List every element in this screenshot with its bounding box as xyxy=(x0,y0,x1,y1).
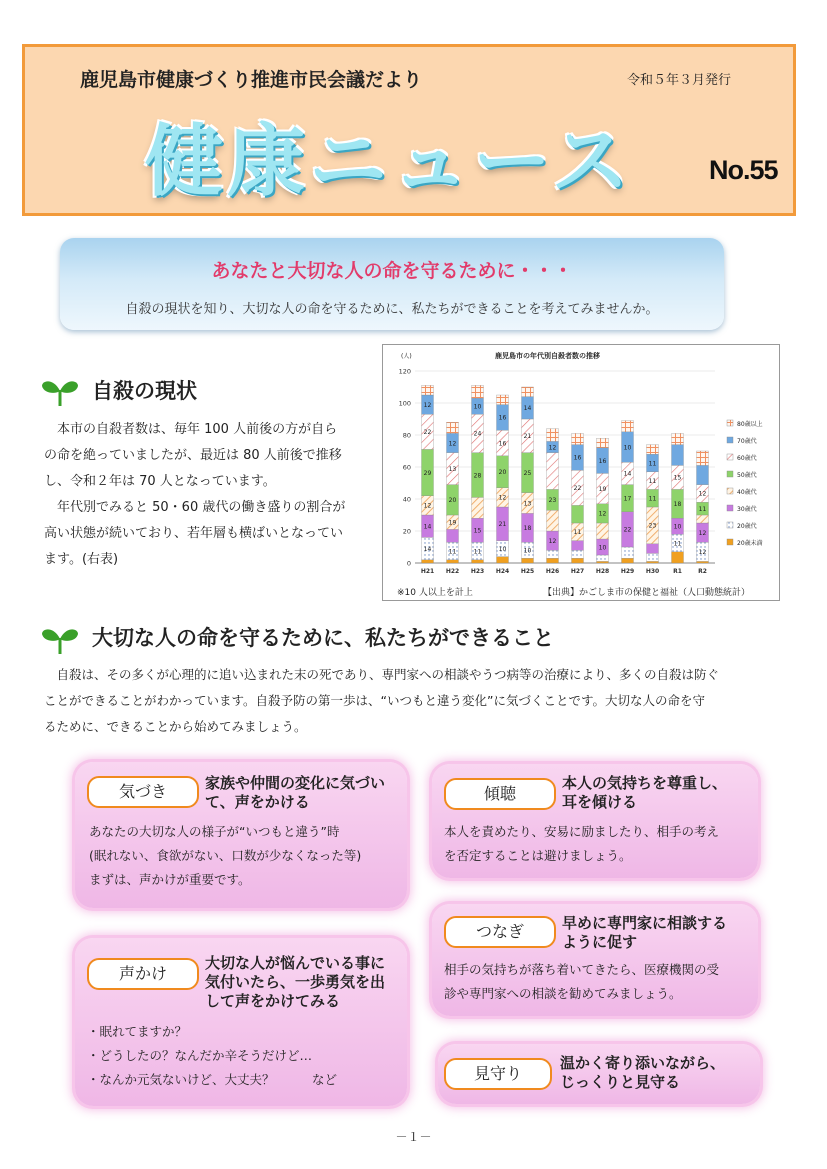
data-label: 16 xyxy=(598,457,607,465)
bar-segment xyxy=(572,433,584,444)
data-label: 12 xyxy=(448,440,457,448)
chart-note: ※10 人以上を計上 xyxy=(397,588,473,598)
legend-swatch xyxy=(727,471,733,477)
heading-line: して声をかけてみる xyxy=(205,992,341,1010)
x-tick-label: H25 xyxy=(520,568,535,575)
bar-segment xyxy=(497,395,509,405)
text-line: ことができることがわかっています。自殺予防の第一歩は、“いつもと違う変化”に気づくことです。大切な人の命を守 xyxy=(44,693,705,708)
awareness-body xyxy=(89,820,361,892)
x-tick-label: H27 xyxy=(570,568,585,575)
legend-swatch xyxy=(727,454,733,460)
data-label: 12 xyxy=(698,549,707,557)
heading-line: 大切な人が悩んでいる事に xyxy=(205,954,386,972)
card-watch-over xyxy=(438,1044,760,1104)
legend-label: 80歳以上 xyxy=(737,421,763,428)
text-line: し、令和２年は 70 人となっています。 xyxy=(44,474,276,489)
data-label: 11 xyxy=(648,460,657,468)
body-line: ・なんか元気ないけど、大丈夫？ など xyxy=(87,1072,338,1087)
connect-heading xyxy=(562,914,727,952)
bar-segment xyxy=(547,429,559,442)
bar-segment xyxy=(597,438,609,448)
data-label: 11 xyxy=(448,548,457,556)
bar-segment xyxy=(547,510,559,531)
x-tick-label: H22 xyxy=(445,568,460,575)
y-tick-label: 40 xyxy=(402,495,411,504)
data-label: 28 xyxy=(473,472,482,480)
text-line: ます。(右表) xyxy=(44,552,119,567)
y-tick-label: 20 xyxy=(402,527,411,536)
body-line: あなたの大切な人の様子が“いつもと違う”時 xyxy=(89,824,340,839)
bar-segment xyxy=(522,558,534,563)
data-label: 16 xyxy=(498,414,507,422)
chart-y-unit: (人) xyxy=(401,353,412,360)
bar-segment xyxy=(572,505,584,523)
data-label: 12 xyxy=(423,401,432,409)
heading-line: 本人の気持ちを尊重し、 xyxy=(562,774,728,792)
legend-swatch xyxy=(727,522,733,528)
data-label: 11 xyxy=(673,540,682,548)
data-label: 10 xyxy=(673,523,682,531)
data-label: 25 xyxy=(523,469,532,477)
body-line: ・眠れてますか？ xyxy=(87,1024,188,1039)
body-line: を否定することは避けましょう。 xyxy=(444,848,632,863)
bar-segment xyxy=(572,558,584,563)
connect-tag: つなぎ xyxy=(444,916,556,948)
data-label: 12 xyxy=(698,490,707,498)
data-label: 23 xyxy=(648,522,657,530)
body-line: まずは、声かけが重要です。 xyxy=(89,872,251,887)
data-label: 11 xyxy=(473,548,482,556)
bar-segment xyxy=(597,523,609,539)
data-label: 13 xyxy=(448,465,457,473)
bar-segment xyxy=(697,561,709,563)
heading-line: 耳を傾ける xyxy=(562,793,638,811)
bar-segment xyxy=(547,558,559,563)
card-listening xyxy=(432,764,758,878)
bar-segment xyxy=(672,445,684,466)
reach-out-heading xyxy=(205,954,385,1011)
x-tick-label: R1 xyxy=(673,568,682,575)
bar-segment xyxy=(597,555,609,561)
newsletter-title: 健康ニュース xyxy=(145,117,634,207)
data-label: 10 xyxy=(598,544,607,552)
data-label: 20 xyxy=(448,497,457,505)
y-tick-label: 0 xyxy=(406,559,411,568)
data-label: 22 xyxy=(423,429,432,437)
text-line: 高い状態が続いており、若年層も横ばいとなってい xyxy=(44,526,344,541)
heading-line: て、声をかける xyxy=(205,793,310,811)
data-label: 29 xyxy=(423,469,432,477)
newsletter-header xyxy=(22,44,796,216)
heading-line: 温かく寄り添いながら、 xyxy=(560,1054,726,1072)
data-label: 11 xyxy=(573,529,582,537)
legend-label: 60歳代 xyxy=(737,455,757,462)
x-tick-label: H28 xyxy=(595,568,610,575)
bar-segment xyxy=(697,451,709,465)
data-label: 15 xyxy=(673,474,682,482)
bar-segment xyxy=(647,561,659,563)
section-heading-what-we-can-do: 大切な人の命を守るために、私たちができること xyxy=(92,626,554,650)
issue-number: No.55 xyxy=(709,155,778,185)
text-line: 自殺は、その多くが心理的に追い込まれた末の死であり、専門家への相談やうつ病等の治療により、多くの自殺は防ぐ xyxy=(44,667,720,682)
bar-segment xyxy=(572,541,584,551)
suicide-chart xyxy=(382,344,780,601)
x-tick-label: H29 xyxy=(620,568,635,575)
bar-segment xyxy=(422,560,434,563)
bar-segment xyxy=(547,453,559,490)
bar-segment xyxy=(497,557,509,563)
bar-segment xyxy=(647,544,659,554)
heading-line: 家族や仲間の変化に気づい xyxy=(205,774,386,792)
legend-label: 30歳代 xyxy=(737,506,757,513)
data-label: 12 xyxy=(423,502,432,510)
data-label: 17 xyxy=(623,495,632,503)
x-tick-label: H23 xyxy=(470,568,485,575)
legend-label: 70歳代 xyxy=(737,438,757,445)
watch-over-heading xyxy=(560,1054,725,1092)
bar-segment xyxy=(472,385,484,398)
awareness-tag: 気づき xyxy=(87,776,199,808)
bar-segment xyxy=(447,422,459,433)
data-label: 16 xyxy=(498,440,507,448)
legend-label: 20歳代 xyxy=(737,523,757,530)
bar-segment xyxy=(447,560,459,563)
bar-segment xyxy=(697,465,709,484)
y-tick-label: 100 xyxy=(398,399,411,408)
heading-line: 早めに専門家に相談する xyxy=(562,914,728,932)
data-label: 13 xyxy=(523,500,532,508)
legend-label: 50歳代 xyxy=(737,472,757,479)
legend-swatch xyxy=(727,420,733,426)
body-line: ・どうしたの？なんだか辛そうだけど… xyxy=(87,1048,313,1063)
bar-segment xyxy=(622,421,634,432)
body-line: (眠れない、食欲がない、口数が少なくなった等) xyxy=(89,848,362,863)
x-tick-label: H26 xyxy=(545,568,560,575)
data-label: 10 xyxy=(498,545,507,553)
text-line: 本市の自殺者数は、毎年 100 人前後の方が自ら xyxy=(44,422,338,437)
text-line: 年代別でみると 50・60 歳代の働き盛りの割合が xyxy=(44,500,346,515)
text-line: るために、できることから始めてみましょう。 xyxy=(44,719,307,734)
data-label: 19 xyxy=(598,485,607,493)
x-tick-label: H24 xyxy=(495,568,510,575)
data-label: 10 xyxy=(523,547,532,555)
y-tick-label: 120 xyxy=(398,367,411,376)
data-label: 23 xyxy=(548,497,557,505)
card-awareness xyxy=(75,762,407,908)
bar-segment xyxy=(547,550,559,558)
organization-name: 鹿児島市健康づくり推進市民会議だより xyxy=(80,69,423,91)
current-state-text xyxy=(44,417,374,573)
data-label: 12 xyxy=(548,444,557,452)
issue-date: 令和５年３月発行 xyxy=(627,73,732,88)
y-tick-label: 60 xyxy=(402,463,411,472)
data-label: 22 xyxy=(623,526,632,534)
banner-title: あなたと大切な人の命を守るために・・・ xyxy=(211,260,573,282)
data-label: 21 xyxy=(523,433,532,441)
x-tick-label: R2 xyxy=(698,568,707,575)
reach-out-body xyxy=(87,1020,337,1092)
listening-body xyxy=(444,820,719,868)
data-label: 22 xyxy=(573,485,582,493)
y-tick-label: 80 xyxy=(402,431,411,440)
card-connect xyxy=(432,904,758,1016)
data-label: 12 xyxy=(598,510,607,518)
legend-swatch xyxy=(727,505,733,511)
legend-swatch xyxy=(727,437,733,443)
card-reach-out xyxy=(75,938,407,1106)
reach-out-tag: 声かけ xyxy=(87,958,199,990)
bar-segment xyxy=(672,433,684,444)
data-label: 14 xyxy=(423,545,432,553)
heading-line: 気付いたら、一歩勇気を出 xyxy=(205,973,386,991)
data-label: 12 xyxy=(548,537,557,545)
data-label: 20 xyxy=(498,469,507,477)
connect-body xyxy=(444,958,719,1006)
data-label: 12 xyxy=(498,494,507,502)
x-tick-label: H21 xyxy=(420,568,435,575)
banner-subtitle: 自殺の現状を知り、大切な人の命を守るために、私たちができることを考えてみませんか。 xyxy=(125,302,659,317)
data-label: 11 xyxy=(648,495,657,503)
section-heading-current-state: 自殺の現状 xyxy=(92,379,197,403)
bar-segment xyxy=(472,560,484,563)
bar-segment xyxy=(447,529,459,542)
bar-segment xyxy=(647,445,659,455)
data-label: 16 xyxy=(573,454,582,462)
data-label: 21 xyxy=(498,521,507,529)
page-number: －１－ xyxy=(395,1130,432,1144)
listening-tag: 傾聴 xyxy=(444,778,556,810)
text-line: の命を絶っていましたが、最近は 80 人前後で推移 xyxy=(44,448,342,463)
heading-line: じっくりと見守る xyxy=(560,1073,681,1091)
what-we-can-do-text xyxy=(44,662,804,740)
bar-segment xyxy=(422,385,434,395)
data-label: 15 xyxy=(473,527,482,535)
heading-line: ように促す xyxy=(562,933,638,951)
data-label: 14 xyxy=(623,470,632,478)
sprout-icon xyxy=(40,624,80,654)
intro-banner xyxy=(60,238,724,330)
data-label: 10 xyxy=(473,403,482,411)
data-label: 11 xyxy=(648,477,657,485)
chart-source: 【出典】かごしま市の保健と福祉（人口動態統計） xyxy=(543,588,751,598)
legend-label: 40歳代 xyxy=(737,489,757,496)
x-tick-label: H30 xyxy=(645,568,660,575)
awareness-heading xyxy=(205,774,385,812)
sprout-icon xyxy=(40,376,80,406)
bar-segment xyxy=(522,387,534,397)
bar-segment xyxy=(697,515,709,523)
bar-segment xyxy=(472,497,484,518)
bar-segment xyxy=(597,561,609,563)
legend-swatch xyxy=(727,488,733,494)
data-label: 11 xyxy=(698,505,707,513)
body-line: 本人を責めたり、安易に励ましたり、相手の考え xyxy=(444,824,720,839)
bar-segment xyxy=(647,553,659,561)
listening-heading xyxy=(562,774,727,812)
data-label: 14 xyxy=(423,523,432,531)
data-label: 18 xyxy=(673,501,682,509)
bar-segment xyxy=(622,558,634,563)
body-line: 診や専門家への相談を勧めてみましょう。 xyxy=(444,986,682,1001)
body-line: 相手の気持ちが落ち着いてきたら、医療機関の受 xyxy=(444,962,720,977)
legend-swatch xyxy=(727,539,733,545)
data-label: 12 xyxy=(698,529,707,537)
data-label: 14 xyxy=(523,405,532,413)
bar-segment xyxy=(672,552,684,563)
bar-segment xyxy=(572,550,584,558)
data-label: 10 xyxy=(623,444,632,452)
watch-over-tag: 見守り xyxy=(444,1058,552,1090)
data-label: 24 xyxy=(473,430,482,438)
suicide-chart-svg xyxy=(383,345,779,600)
legend-label: 20歳未満 xyxy=(737,540,763,547)
chart-title: 鹿児島市の年代別自殺者数の推移 xyxy=(495,352,600,360)
data-label: 19 xyxy=(448,519,457,527)
data-label: 18 xyxy=(523,525,532,533)
bar-segment xyxy=(622,547,634,558)
